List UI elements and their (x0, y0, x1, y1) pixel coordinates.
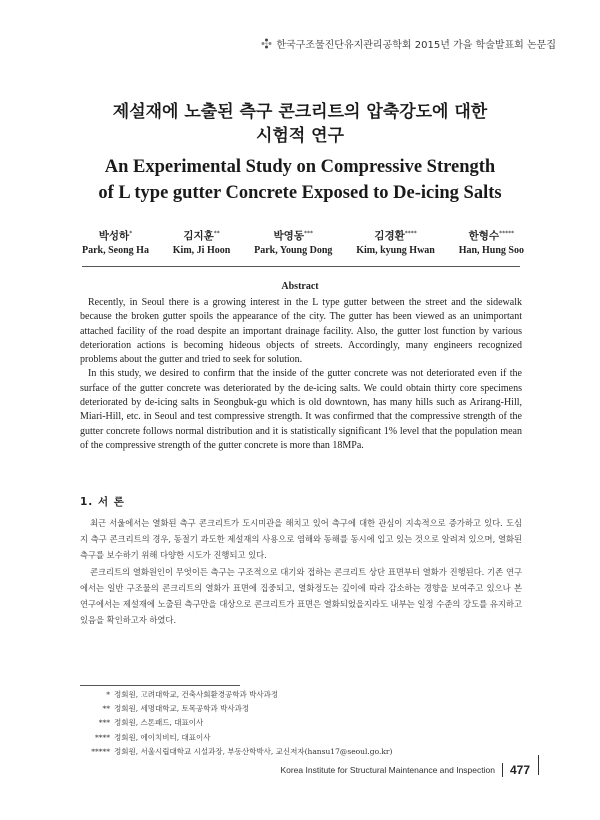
author-mark: *** (303, 230, 313, 237)
footnote-mark: * (106, 690, 110, 699)
author-mark: **** (404, 230, 417, 237)
title-english-line-2: of L type gutter Concrete Exposed to De-icing Salts (98, 183, 502, 203)
author (173, 229, 231, 259)
footnotes (80, 688, 500, 759)
body-paragraph: 콘크리트의 열화원인이 무엇이든 측구는 구조적으로 대기와 접하는 콘크리트 상단 표면부터 열화가 진행된다. 기존 연구에서는 일반 구조물의 콘크리트의 열화가 표면에 집중되고, 열화정도는 깊이에 따라 감소하는 경향을 보여주고 있으나 본 연구에서는 제설재에 노출된 측구만을 대상으로 콘크리트가 표면은 열화되었을지라도 내부는 일정 수준의 강도를 유지하고 있음을 확인하고자 하였다. (80, 566, 522, 626)
footnote-mark: *** (98, 718, 110, 728)
divider (82, 266, 520, 267)
author (82, 229, 149, 259)
author-name-ko: 한형수 (468, 230, 500, 242)
abstract-heading: Abstract (281, 281, 319, 292)
footer-org: Korea Institute for Structural Maintenance and Inspection (280, 765, 495, 775)
footnote-text: 정회원, 에이치비티, 대표이사 (114, 732, 211, 742)
author-list (82, 229, 524, 259)
abstract-paragraph: In this study, we desired to confirm that the inside of the gutter concrete was not deteriorated even if the surface of the gutter concrete was deteriorated by the de-icing salts. We could obtain thirty core specimens deteriorated by de-icing salts in Seongbuk-gu which is old downtown, has many hills such as Arirang-Hill, Miari-Hill, etc. in Seoul and test compressive strength. It was confirmed that the compressive strength of the gutter concrete follows normal distribution and it is statistically significant 1% level that the population mean of the compressive strength of the gutter concrete is more than 18MPa. (80, 368, 522, 451)
body-paragraph: 최근 서울에서는 열화된 측구 콘크리트가 도시미관을 해치고 있어 측구에 대한 관심이 지속적으로 증가하고 있다. 도심지 측구 콘크리트의 경우, 동절기 과도한 제설재의 사용으로 염해와 동해를 동시에 입고 있는 것으로 알려져 있으며, 열화된 측구를 보수하기 위해 다양한 시도가 진행되고 있다. (80, 518, 522, 561)
footnote (80, 731, 500, 745)
author (254, 229, 332, 259)
footnote (80, 716, 500, 730)
title-korean (0, 100, 600, 148)
dots-icon (261, 38, 272, 49)
author-mark: ***** (499, 230, 515, 237)
author-name-ko: 김경환 (374, 230, 405, 242)
author-name-en: Kim, Ji Hoon (172, 245, 231, 256)
title-english (0, 154, 600, 206)
footnote-text: 정회원, 고려대학교, 건축사회환경공학과 박사과정 (114, 690, 279, 699)
author (356, 229, 435, 259)
author-name-ko: 김지훈 (183, 230, 214, 242)
author-mark: * (129, 230, 133, 237)
page-footer (280, 763, 530, 777)
author-name-ko: 박영동 (273, 230, 304, 242)
journal-header (261, 36, 556, 51)
author-name-en: Han, Hung Soo (458, 245, 524, 256)
footer-tick (538, 755, 539, 775)
title-english-line-1: An Experimental Study on Compressive Strength (104, 157, 496, 177)
author-name-en: Kim, kyung Hwan (356, 245, 435, 256)
abstract-body (80, 296, 522, 453)
footnote-text: 정회원, 서울시립대학교 시설과장, 부동산학박사, 교신저자(hansu17@seoul.go.kr) (114, 746, 393, 756)
section-heading: 1. 서 론 (80, 496, 125, 508)
footnote (80, 702, 500, 716)
author-mark: ** (213, 230, 220, 237)
abstract-paragraph: Recently, in Seoul there is a growing interest in the L type gutter between the street and the sidewalk because the broken gutter spoils the appearance of the city. The gutter has been viewed as an unimportant attached facility of the road despite an important drainage facility. Also, the gutter lost function by various deterioration actions is becoming hideous objects of streets. Accordingly, many engineers recognized problems about the gutter and tried to seek for solution. (80, 297, 522, 366)
footnote-text: 정회원, 세명대학교, 토목공학과 박사과정 (114, 704, 250, 714)
footnote-mark: ** (102, 704, 110, 714)
author-name-ko: 박성하 (98, 230, 130, 242)
footnote-text: 정회원, 스톤패드, 대표이사 (114, 718, 204, 728)
page-number: 477 (509, 763, 530, 777)
title-korean-line-1: 제설재에 노출된 측구 콘크리트의 압축강도에 대한 (112, 102, 488, 122)
footnote (80, 688, 500, 702)
header-text: 한국구조물진단유지관리공학회 2015년 가을 학술발표회 논문집 (276, 40, 556, 51)
footnote-divider (80, 685, 240, 686)
footnote-mark: **** (95, 732, 110, 742)
section-body (80, 515, 522, 628)
title-korean-line-2: 시험적 연구 (255, 126, 345, 146)
author-name-en: Park, Seong Ha (82, 245, 149, 256)
footer-separator (502, 763, 503, 777)
author (459, 229, 524, 259)
footnote-mark: ***** (91, 746, 110, 756)
author-name-en: Park, Young Dong (254, 245, 333, 256)
footnote (80, 745, 500, 759)
